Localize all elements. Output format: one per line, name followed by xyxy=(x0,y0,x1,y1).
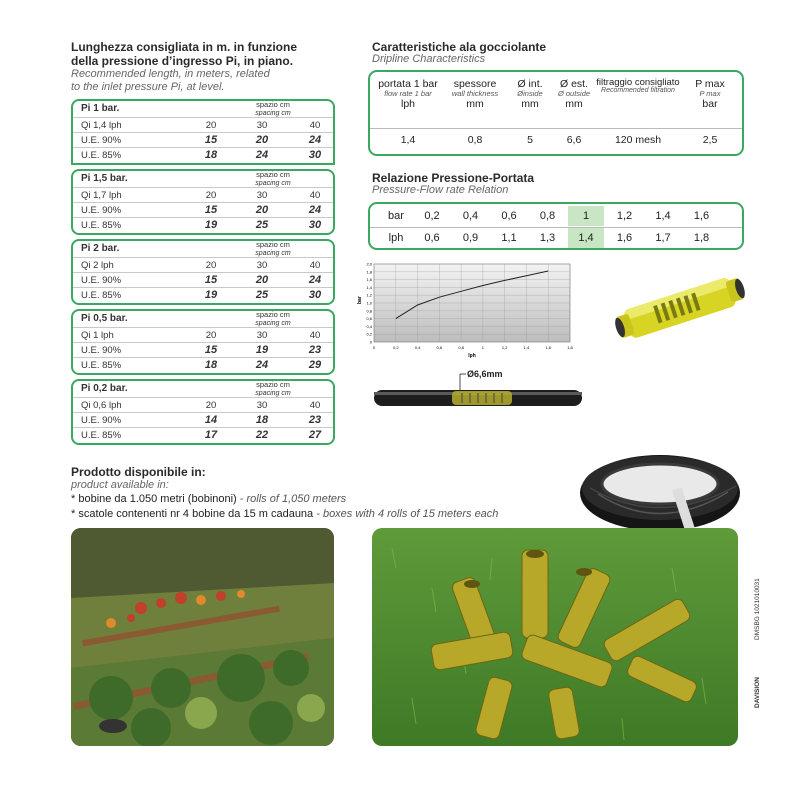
chart-y-tick: 1,0 xyxy=(366,300,372,306)
flow-row xyxy=(73,118,333,133)
pressure-block xyxy=(71,99,335,165)
availability-title-en: product available in: xyxy=(71,479,169,491)
dripline-column xyxy=(374,78,442,146)
ue90-value-20: 15 xyxy=(204,344,218,356)
dripline-col-value: 2,5 xyxy=(702,134,718,146)
dripline-col-unit: mm xyxy=(466,98,484,110)
dripline-col-value: 0,8 xyxy=(467,134,483,146)
dripline-col-subtitle: wall thickness xyxy=(451,89,499,98)
block-title: Pi 1,5 bar. xyxy=(81,173,128,184)
spacing-30: 30 xyxy=(256,120,268,131)
availability-title-it: Prodotto disponibile in: xyxy=(71,465,206,479)
spacing-40: 40 xyxy=(309,260,321,271)
ue85-label: U.E. 85% xyxy=(81,360,122,371)
side-code: DMSBG 1021010031 xyxy=(754,578,761,640)
availability-line-1-it: * bobine da 1.050 metri (bobinoni) xyxy=(71,493,237,505)
spacing-40: 40 xyxy=(309,400,321,411)
block-title: Pi 1 bar. xyxy=(81,103,120,114)
block-header xyxy=(73,241,333,258)
ue90-row xyxy=(73,203,333,218)
ue85-value-20: 19 xyxy=(204,289,218,301)
pf-lph-cell: 1,8 xyxy=(693,232,710,244)
dripline-col-unit: mm xyxy=(521,98,539,110)
pf-bar-cell: 1 xyxy=(568,206,604,226)
pf-row2-label: lph xyxy=(388,232,404,244)
spacing-20: 20 xyxy=(205,330,217,341)
spacing-20: 20 xyxy=(205,190,217,201)
ue90-row xyxy=(73,413,333,428)
dripline-column xyxy=(508,78,552,146)
spacing-label-it: spazio cm xyxy=(256,240,290,249)
block-title: Pi 2 bar. xyxy=(81,243,120,254)
availability-line-2-en: - boxes with 4 rolls of 15 meters each xyxy=(313,508,499,520)
dripline-col-title: P max xyxy=(695,78,725,90)
spacing-label xyxy=(243,171,303,188)
ue90-label: U.E. 90% xyxy=(81,205,122,216)
ue90-value-20: 14 xyxy=(204,414,218,426)
dripline-col-value: 5 xyxy=(527,134,533,146)
dripline-column xyxy=(596,77,680,146)
pf-row1-label: bar xyxy=(388,210,404,222)
pipe-dimension-label: Ø6,6mm xyxy=(467,369,503,379)
ue85-value-20: 18 xyxy=(204,359,218,371)
flow-row xyxy=(73,188,333,203)
ue90-value-20: 15 xyxy=(204,274,218,286)
flow-label: Qi 1,7 lph xyxy=(81,190,122,201)
spacing-30: 30 xyxy=(256,400,268,411)
pf-title-it: Relazione Pressione-Portata xyxy=(372,171,535,185)
ue90-value-40: 23 xyxy=(308,344,322,356)
pf-bar-cell: 1,4 xyxy=(655,210,671,222)
availability-line-1 xyxy=(71,493,346,506)
spacing-20: 20 xyxy=(205,400,217,411)
ue85-label: U.E. 85% xyxy=(81,150,122,161)
spacing-40: 40 xyxy=(309,190,321,201)
chart-x-tick: 1 xyxy=(481,345,485,350)
spacing-label-en: spacing cm xyxy=(255,320,291,327)
ue90-value-20: 15 xyxy=(204,134,218,146)
chart-y-tick: 0,2 xyxy=(366,331,372,337)
left-title-en-2: to the inlet pressure Pi, at level. xyxy=(71,81,225,93)
spacing-label xyxy=(243,381,303,398)
ue90-row xyxy=(73,343,333,358)
ue85-value-30: 24 xyxy=(255,359,269,371)
spacing-label-it: spazio cm xyxy=(256,170,290,179)
dripline-col-title: filtraggio consigliato xyxy=(596,77,680,88)
pf-lph-cell: 0,6 xyxy=(424,232,440,244)
ue85-value-30: 25 xyxy=(255,219,269,231)
garden-photo xyxy=(71,528,334,746)
ue85-value-30: 24 xyxy=(255,149,269,161)
ue85-value-40: 30 xyxy=(308,219,322,231)
block-title: Pi 0,2 bar. xyxy=(81,383,128,394)
block-header xyxy=(73,381,333,398)
chart-x-tick: 0,2 xyxy=(392,345,399,350)
dripper-product-image xyxy=(605,268,755,348)
flow-label: Qi 1 lph xyxy=(81,330,114,341)
flow-label: Qi 0,6 lph xyxy=(81,400,122,411)
dripline-title-it: Caratteristiche ala gocciolante xyxy=(372,40,547,54)
spacing-20: 20 xyxy=(205,260,217,271)
ue85-label: U.E. 85% xyxy=(81,430,122,441)
ue85-value-20: 19 xyxy=(204,219,218,231)
flow-row xyxy=(73,398,333,413)
dripline-column xyxy=(680,78,740,146)
spacing-40: 40 xyxy=(309,120,321,131)
chart-y-label: bar xyxy=(357,296,363,304)
dripline-col-unit: bar xyxy=(702,98,718,110)
ue85-row xyxy=(73,148,333,163)
ue85-value-30: 22 xyxy=(255,429,269,441)
ue90-label: U.E. 90% xyxy=(81,275,122,286)
pressure-block xyxy=(71,239,335,305)
chart-y-tick: 1,2 xyxy=(366,292,372,298)
ue85-value-40: 30 xyxy=(308,149,322,161)
ue85-value-40: 29 xyxy=(308,359,322,371)
ue90-value-20: 15 xyxy=(204,204,218,216)
ue90-value-30: 18 xyxy=(255,414,269,426)
dripline-col-title: spessore xyxy=(453,78,497,90)
spacing-label xyxy=(243,241,303,258)
chart-x-tick: 0 xyxy=(372,345,376,350)
chart-x-label: lph xyxy=(468,353,476,358)
ue85-row xyxy=(73,428,333,443)
spacing-20: 20 xyxy=(205,120,217,131)
ue85-row xyxy=(73,358,333,373)
spacing-label-en: spacing cm xyxy=(255,110,291,117)
chart-y-tick: 1,6 xyxy=(366,277,372,283)
chart-y-tick: 2,0 xyxy=(366,261,372,267)
ue90-value-40: 24 xyxy=(308,274,322,286)
chart-x-tick: 1,8 xyxy=(567,345,573,350)
dripline-col-subtitle: P max xyxy=(699,89,721,98)
flow-row xyxy=(73,328,333,343)
ue90-value-40: 24 xyxy=(308,204,322,216)
tube-roll-image xyxy=(578,448,748,538)
pf-bar-cell: 1,2 xyxy=(616,210,633,222)
dripline-table xyxy=(368,70,744,156)
ue85-value-20: 18 xyxy=(204,149,218,161)
dripline-title-en: Dripline Characteristics xyxy=(372,53,486,65)
ue85-label: U.E. 85% xyxy=(81,290,122,301)
ue85-row xyxy=(73,288,333,303)
dripline-pipe-image xyxy=(370,366,586,416)
availability-line-2 xyxy=(71,508,498,521)
chart-y-tick: 1,4 xyxy=(366,284,372,290)
ue85-value-30: 25 xyxy=(255,289,269,301)
dripline-col-subtitle: Øinside xyxy=(517,89,543,98)
ue90-value-30: 20 xyxy=(255,274,269,286)
pf-lph-cell: 1,6 xyxy=(616,232,633,244)
ue90-value-30: 20 xyxy=(255,134,269,146)
dripline-column xyxy=(552,78,596,146)
chart-x-tick: 1,6 xyxy=(545,345,552,350)
ue85-row xyxy=(73,218,333,233)
chart-x-tick: 1,2 xyxy=(501,345,508,350)
chart-x-tick: 0,4 xyxy=(414,345,421,350)
drippers-on-grass-photo xyxy=(372,528,738,746)
ue90-row xyxy=(73,273,333,288)
block-title: Pi 0,5 bar. xyxy=(81,313,128,324)
ue90-label: U.E. 90% xyxy=(81,345,122,356)
availability-line-1-en: - rolls of 1,050 meters xyxy=(236,493,347,505)
pf-title-en: Pressure-Flow rate Relation xyxy=(372,184,509,196)
pf-bar-cell: 0,4 xyxy=(462,210,479,222)
spacing-label-en: spacing cm xyxy=(255,180,291,187)
pf-lph-cell: 1,4 xyxy=(568,228,604,248)
ue90-row xyxy=(73,133,333,148)
left-title-it-1: Lunghezza consigliata in m. in funzione xyxy=(71,40,298,54)
dripline-col-value: 120 mesh xyxy=(614,134,662,146)
spacing-label-it: spazio cm xyxy=(256,310,290,319)
flow-label: Qi 1,4 lph xyxy=(81,120,122,131)
spacing-label-en: spacing cm xyxy=(255,250,291,257)
left-title-en-1: Recommended length, in meters, related xyxy=(71,68,270,80)
ue90-value-40: 24 xyxy=(308,134,322,146)
dripline-col-subtitle: flow rate 1 bar xyxy=(384,89,432,98)
spacing-30: 30 xyxy=(256,330,268,341)
left-title-it-2: della pressione d’ingresso Pi, in piano. xyxy=(71,54,294,68)
dripline-col-value: 6,6 xyxy=(566,134,582,146)
dripline-col-unit: mm xyxy=(565,98,583,110)
ue85-label: U.E. 85% xyxy=(81,220,122,231)
ue85-value-20: 17 xyxy=(204,429,218,441)
ue85-value-40: 30 xyxy=(308,289,322,301)
side-brand: DAVISION xyxy=(754,677,761,708)
dripline-col-subtitle: Ø outside xyxy=(557,89,591,98)
ue90-label: U.E. 90% xyxy=(81,135,122,146)
pressure-block xyxy=(71,379,335,445)
spacing-40: 40 xyxy=(309,330,321,341)
dripline-column xyxy=(442,78,508,146)
chart-x-tick: 0,8 xyxy=(458,345,464,350)
dripline-col-unit: lph xyxy=(400,98,415,110)
ue90-value-40: 23 xyxy=(308,414,322,426)
spacing-label-it: spazio cm xyxy=(256,100,290,109)
spacing-label xyxy=(243,101,303,118)
pf-lph-cell: 1,1 xyxy=(501,232,517,244)
flow-row xyxy=(73,258,333,273)
chart-y-tick: 0,6 xyxy=(366,316,372,322)
ue85-value-40: 27 xyxy=(308,429,322,441)
chart-x-tick: 0,6 xyxy=(436,345,443,350)
dripline-col-title: Ø int. xyxy=(517,78,543,90)
pressure-block xyxy=(71,169,335,235)
ue90-label: U.E. 90% xyxy=(81,415,122,426)
spacing-label-it: spazio cm xyxy=(256,380,290,389)
pressure-flow-chart xyxy=(356,258,576,358)
chart-y-tick: 0,4 xyxy=(366,323,372,329)
chart-x-tick: 1,4 xyxy=(523,345,530,350)
block-header xyxy=(73,311,333,328)
availability-line-2-it: * scatole contenenti nr 4 bobine da 15 m cadauna xyxy=(71,508,314,520)
spacing-30: 30 xyxy=(256,190,268,201)
pressure-block xyxy=(71,309,335,375)
chart-y-tick: 0,8 xyxy=(366,308,372,314)
dripline-col-title: Ø est. xyxy=(559,78,588,90)
dripline-col-title: portata 1 bar xyxy=(378,78,438,90)
spacing-label xyxy=(243,311,303,328)
block-header xyxy=(73,101,333,118)
chart-y-tick: 1,8 xyxy=(366,269,372,275)
pf-lph-cell: 1,3 xyxy=(539,232,556,244)
spacing-label-en: spacing cm xyxy=(255,390,291,397)
pf-lph-cell: 0,9 xyxy=(462,232,479,244)
pressure-flow-table xyxy=(368,202,744,250)
dripline-col-subtitle: Recommended filtration xyxy=(601,87,675,94)
block-header xyxy=(73,171,333,188)
dripline-col-value: 1,4 xyxy=(400,134,416,146)
pf-bar-cell: 1,6 xyxy=(693,210,710,222)
ue90-value-30: 20 xyxy=(255,204,269,216)
pf-bar-cell: 0,8 xyxy=(539,210,556,222)
pf-bar-cell: 0,2 xyxy=(424,210,440,222)
pf-lph-cell: 1,7 xyxy=(655,232,671,244)
chart-y-tick: 0 xyxy=(369,339,372,345)
spacing-30: 30 xyxy=(256,260,268,271)
flow-label: Qi 2 lph xyxy=(81,260,114,271)
ue90-value-30: 19 xyxy=(255,344,269,356)
pf-bar-cell: 0,6 xyxy=(501,210,517,222)
